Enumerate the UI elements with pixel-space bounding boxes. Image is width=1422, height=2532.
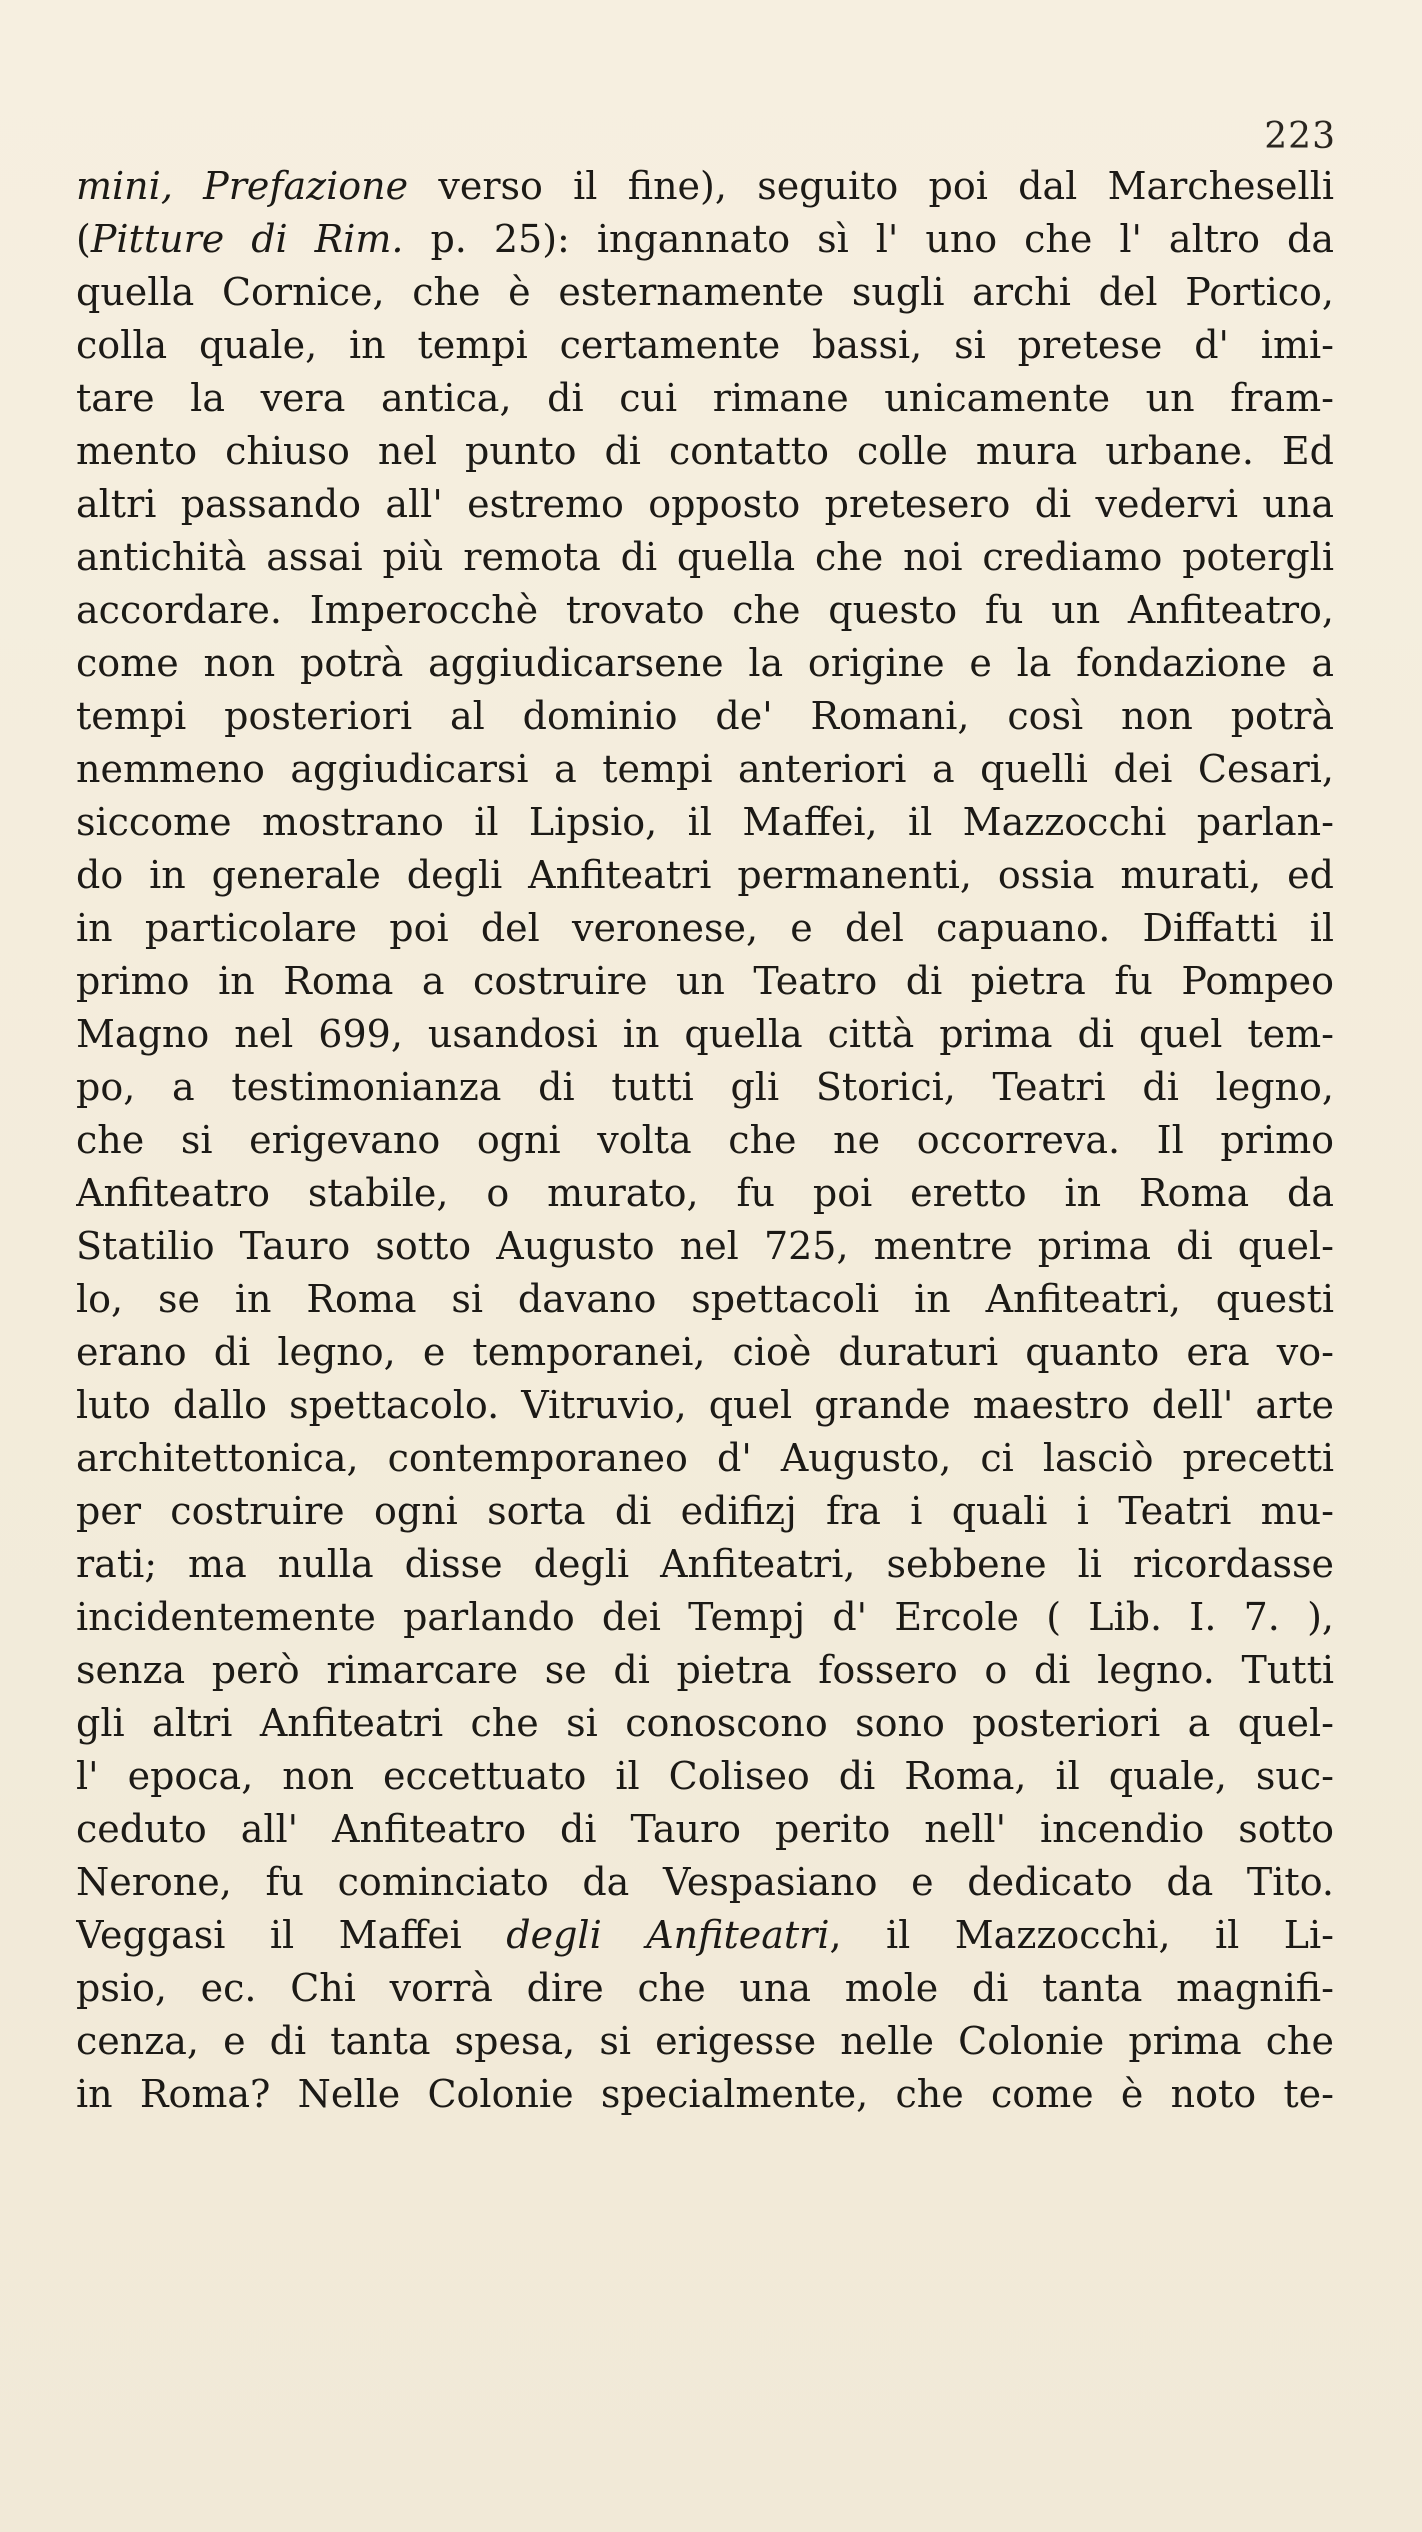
italic-text: degli Anfiteatri: [506, 1913, 830, 1957]
text-segment: accordare. Imperocchè trovato che questo fu un Anfiteatro,: [76, 588, 1334, 632]
text-line: [76, 1114, 1334, 1167]
text-segment: cenza, e di tanta spesa, si erigesse nelle Colonie prima che: [76, 2019, 1334, 2063]
text-line: [76, 1326, 1334, 1379]
text-line: [76, 160, 1334, 213]
italic-text: mini, Prefazione: [76, 164, 409, 208]
text-segment: che si erigevano ogni volta che ne occorreva. Il primo: [76, 1118, 1334, 1162]
text-segment: Statilio Tauro sotto Augusto nel 725, mentre prima di quel-: [76, 1224, 1334, 1268]
text-line: [76, 2015, 1334, 2068]
text-line: [76, 478, 1334, 531]
text-segment: rati; ma nulla disse degli Anfiteatri, sebbene li ricordasse: [76, 1542, 1334, 1586]
text-line: [76, 1485, 1334, 1538]
text-segment: Veggasi il Maffei: [76, 1913, 507, 1957]
text-segment: per costruire ogni sorta di edifizj fra i quali i Teatri mu-: [76, 1489, 1334, 1533]
text-segment: siccome mostrano il Lipsio, il Maffei, il Mazzocchi parlan-: [76, 800, 1334, 844]
page-number: 223: [1264, 116, 1336, 157]
text-line: [76, 743, 1334, 796]
text-segment: quella Cornice, che è esternamente sugli archi del Portico,: [76, 270, 1334, 314]
text-line: [76, 902, 1334, 955]
body-text: [76, 160, 1334, 2121]
text-line: [76, 1644, 1334, 1697]
text-segment: incidentemente parlando dei Tempj d' Ercole ( Lib. I. 7. ),: [76, 1595, 1334, 1639]
text-line: [76, 1220, 1334, 1273]
text-line: [76, 1167, 1334, 1220]
text-segment: Magno nel 699, usandosi in quella città prima di quel tem-: [76, 1012, 1334, 1056]
text-line: [76, 372, 1334, 425]
text-segment: , il Mazzocchi, il Li-: [829, 1913, 1334, 1957]
text-line: [76, 1591, 1334, 1644]
text-line: [76, 1379, 1334, 1432]
text-line: [76, 637, 1334, 690]
text-segment: (: [76, 217, 91, 261]
text-line: [76, 1538, 1334, 1591]
text-line: [76, 425, 1334, 478]
text-segment: psio, ec. Chi vorrà dire che una mole di tanta magnifi-: [76, 1966, 1334, 2010]
text-line: [76, 1909, 1334, 1962]
text-segment: lo, se in Roma si davano spettacoli in Anfiteatri, questi: [76, 1277, 1334, 1321]
text-line: [76, 531, 1334, 584]
text-segment: do in generale degli Anfiteatri permanenti, ossia murati, ed: [76, 853, 1334, 897]
text-segment: colla quale, in tempi certamente bassi, si pretese d' imi-: [76, 323, 1334, 367]
text-line: [76, 1432, 1334, 1485]
text-segment: nemmeno aggiudicarsi a tempi anteriori a quelli dei Cesari,: [76, 747, 1334, 791]
text-line: [76, 319, 1334, 372]
text-line: [76, 1697, 1334, 1750]
text-line: [76, 796, 1334, 849]
text-line: [76, 213, 1334, 266]
text-segment: erano di legno, e temporanei, cioè duraturi quanto era vo-: [76, 1330, 1334, 1374]
text-segment: come non potrà aggiudicarsene la origine e la fondazione a: [76, 641, 1334, 685]
text-line: [76, 1273, 1334, 1326]
text-line: [76, 955, 1334, 1008]
text-line: [76, 266, 1334, 319]
text-segment: in particolare poi del veronese, e del capuano. Diffatti il: [76, 906, 1334, 950]
text-segment: Anfiteatro stabile, o murato, fu poi eretto in Roma da: [76, 1171, 1334, 1215]
text-segment: architettonica, contemporaneo d' Augusto, ci lasciò precetti: [76, 1436, 1334, 1480]
text-segment: tare la vera antica, di cui rimane unicamente un fram-: [76, 376, 1334, 420]
text-segment: po, a testimonianza di tutti gli Storici, Teatri di legno,: [76, 1065, 1334, 1109]
text-line: [76, 1856, 1334, 1909]
text-line: [76, 1008, 1334, 1061]
text-segment: ceduto all' Anfiteatro di Tauro perito nell' incendio sotto: [76, 1807, 1334, 1851]
text-segment: primo in Roma a costruire un Teatro di pietra fu Pompeo: [76, 959, 1334, 1003]
text-segment: Nerone, fu cominciato da Vespasiano e dedicato da Tito.: [76, 1860, 1334, 1904]
text-line: [76, 1803, 1334, 1856]
text-line: [76, 1750, 1334, 1803]
text-line: [76, 690, 1334, 743]
text-line: [76, 1962, 1334, 2015]
text-segment: l' epoca, non eccettuato il Coliseo di Roma, il quale, suc-: [76, 1754, 1334, 1798]
text-segment: p. 25): ingannato sì l' uno che l' altro da: [403, 217, 1334, 261]
text-segment: antichità assai più remota di quella che noi crediamo potergli: [76, 535, 1334, 579]
text-line: [76, 2068, 1334, 2121]
text-line: [76, 584, 1334, 637]
text-segment: gli altri Anfiteatri che si conoscono sono posteriori a quel-: [76, 1701, 1334, 1745]
italic-text: Pitture di Rim.: [90, 217, 404, 261]
text-segment: luto dallo spettacolo. Vitruvio, quel grande maestro dell' arte: [76, 1383, 1334, 1427]
text-line: [76, 849, 1334, 902]
text-segment: altri passando all' estremo opposto pretesero di vedervi una: [76, 482, 1334, 526]
text-segment: senza però rimarcare se di pietra fossero o di legno. Tutti: [76, 1648, 1334, 1692]
text-segment: verso il fine), seguito poi dal Marcheselli: [408, 164, 1334, 208]
text-segment: in Roma? Nelle Colonie specialmente, che come è noto te-: [76, 2072, 1334, 2116]
text-segment: mento chiuso nel punto di contatto colle mura urbane. Ed: [76, 429, 1334, 473]
text-line: [76, 1061, 1334, 1114]
text-segment: tempi posteriori al dominio de' Romani, così non potrà: [76, 694, 1334, 738]
